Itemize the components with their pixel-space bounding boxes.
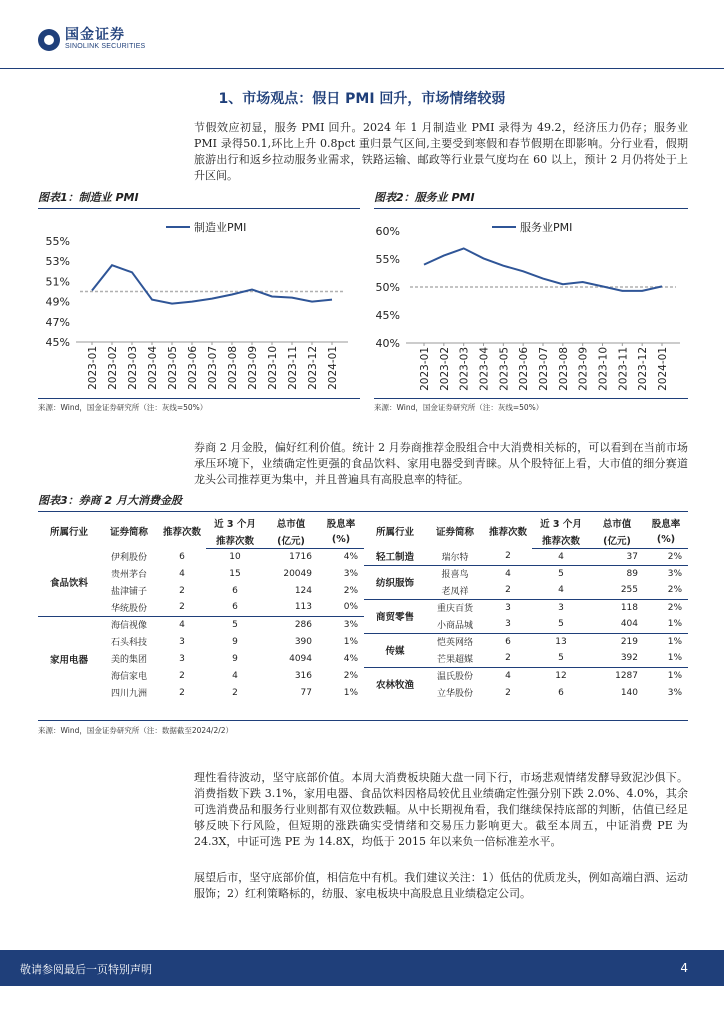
series-line [92,265,332,303]
dividend-yield-cell: 2% [343,585,358,596]
dividend-yield-cell: 3% [343,568,358,579]
stock-name-cell: 小商品城 [436,620,473,631]
market-cap-cell: 124 [294,585,312,596]
x-tick-label: 2023-02 [438,347,451,391]
chart-manufacturing-pmi [38,212,360,396]
recommend-count-cell: 3 [484,599,532,616]
stock-name-cell: 海信视像 [100,616,158,633]
y-tick-label: 45% [375,309,400,322]
recommend-3m-cell: 12 [532,667,590,684]
x-tick-label: 2023-07 [207,346,219,390]
table-row [38,582,688,599]
recommend-count-cell: 4 [158,616,206,633]
recommend-count-cell: 6 [179,551,185,562]
stock-name-cell: 海信家电 [110,672,147,682]
header-industry: 所属行业 [49,527,88,538]
x-tick-label: 2023-05 [167,346,179,390]
header-yield: 股息率 [651,519,681,530]
recommend-count-cell: 2 [179,602,185,613]
recommend-3m-cell: 5 [558,619,564,630]
recommend-count-cell: 6 [484,633,532,650]
dividend-yield-cell: 3% [644,565,688,582]
x-tick-label: 2023-08 [227,346,239,390]
market-cap-cell: 118 [590,599,644,616]
industry-cell: 纺织服饰 [364,565,426,599]
recommend-count-cell: 2 [505,551,511,562]
recommend-3m-cell: 13 [532,633,590,650]
section-title: 1、市场观点：假日 PMI 回升，市场情绪较弱 [218,91,506,107]
header-mktcap: 总市值 [276,519,306,530]
header-mktcap: 总市值 [602,519,632,530]
footer-disclaimer: 敬请参阅最后一页特别声明 [20,963,152,976]
table-header-row [38,514,688,532]
market-cap-cell: 286 [264,616,318,633]
x-tick-label: 2024-01 [657,347,669,391]
market-cap-cell: 113 [294,602,312,613]
industry-cell: 轻工制造 [375,552,414,564]
recommend-3m-cell: 4 [558,585,564,596]
table-row [38,667,688,684]
x-tick-label: 2023-06 [187,346,199,390]
x-tick-label: 2023-09 [577,347,590,391]
x-tick-label: 2023-12 [637,347,650,391]
market-cap-cell: 404 [620,619,638,630]
industry-cell: 农林牧渔 [364,667,426,701]
dividend-yield-cell: 2% [667,585,682,596]
logo-name-cn: 国金证券 [65,27,125,43]
recommend-count-cell: 2 [179,585,185,596]
stock-name-cell: 盐津铺子 [110,587,147,597]
x-tick-label: 2023-02 [107,346,119,390]
x-tick-label: 2024-01 [327,346,339,390]
recommend-3m-cell: 4 [558,551,564,562]
header-3m: 近 3 个月 [540,519,582,530]
stock-name-cell: 瑞尔特 [441,552,469,563]
industry-cell: 商贸零售 [364,599,426,633]
x-tick-label: 2023-03 [127,346,139,390]
recommend-count-cell: 3 [179,653,185,664]
y-tick-label: 45% [45,336,70,349]
recommend-count-cell: 2 [505,687,511,698]
table-row [38,684,688,701]
figure2-bottom-rule [374,398,688,399]
recommend-3m-cell: 3 [532,599,590,616]
header-count: 推荐次数 [488,527,527,538]
paragraph-market-view: 理性看待波动，坚守底部价值。本周大消费板块随大盘一同下行，市场悲观情绪发酵导致泥沙俱下。消费指数下跌 3.1%，家用电器、食品饮料因格局较优且业绩确定性强分别下跌 2.0%、4.0%，其余可选消费品和服务行业则都有双位数跌幅。从中长期视角看，我们继续保持底部的判断，估值已经足够反映下行风险，但短期的涨跌确实受情绪和交易压力影响更大。截至本周五，中证消费 PE 为 24.3X，中证可选 PE 为 14.8X，均低于 2015 年以来负一倍标准差水平。 [194,771,688,848]
recommend-count-cell: 3 [179,636,185,647]
x-tick-label: 2023-01 [419,347,431,391]
paragraph-outlook: 展望后市，坚守底部价值，相信危中有机。我们建议关注：1）低估的优质龙头，例如高端白酒、运动服饰；2）红利策略标的，纺服、家电板块中高股息且业绩稳定公司。 [194,871,688,900]
recommend-3m-cell: 5 [532,565,590,582]
x-tick-label: 2023-04 [147,346,159,390]
header-industry: 所属行业 [375,527,414,538]
y-tick-label: 60% [375,225,400,238]
stock-name-cell: 立华股份 [436,689,473,699]
market-cap-cell: 1287 [590,667,644,684]
recommend-3m-cell: 6 [232,585,238,596]
x-tick-label: 2023-11 [287,346,299,390]
stock-name-cell: 恺英网络 [426,633,484,650]
stock-name-cell: 报喜鸟 [426,565,484,582]
stock-name-cell: 四川九洲 [110,689,147,699]
market-cap-cell: 219 [590,633,644,650]
market-cap-cell: 37 [626,551,638,562]
market-cap-cell: 255 [620,585,638,596]
header-3m: 近 3 个月 [214,519,256,530]
dividend-yield-cell: 0% [343,602,358,613]
recommend-count-cell: 2 [179,670,185,681]
stock-name-cell: 老凤祥 [441,586,469,597]
table-row [38,548,688,565]
x-tick-label: 2023-09 [247,346,259,390]
x-tick-label: 2023-06 [518,347,531,391]
y-tick-label: 47% [45,315,70,329]
header-divider [0,68,724,69]
recommend-count-cell: 4 [484,667,532,684]
market-cap-cell: 20049 [283,568,312,579]
dividend-yield-cell: 1% [644,667,688,684]
y-tick-label: 51% [45,275,70,289]
x-tick-label: 2023-12 [307,346,319,390]
dividend-yield-cell: 1% [343,687,358,698]
recommend-3m-cell: 2 [232,687,238,698]
dividend-yield-cell: 2% [667,551,682,562]
header-yield: 股息率 [326,519,356,530]
recommend-count-cell: 3 [505,619,511,630]
dividend-yield-cell: 1% [343,636,358,647]
recommend-3m-cell: 6 [558,687,564,698]
recommend-3m-cell: 15 [229,568,241,579]
stocks-table [38,514,688,701]
market-cap-cell: 140 [620,687,638,698]
page-footer [0,950,724,986]
recommend-3m-cell: 9 [232,636,238,647]
y-tick-label: 55% [375,253,400,266]
stock-name-cell: 美的集团 [110,655,147,665]
dividend-yield-cell: 3% [318,616,364,633]
stock-name-cell: 温氏股份 [426,667,484,684]
x-tick-label: 2023-01 [87,346,99,390]
market-cap-cell: 390 [294,636,312,647]
page-number: 4 [680,961,688,975]
figure2-source: 来源：Wind，国金证券研究所（注：灰线=50%） [374,403,544,412]
dividend-yield-cell: 3% [667,687,682,698]
table-bottom-rule [38,720,688,721]
dividend-yield-cell: 4% [343,653,358,664]
x-tick-label: 2023-03 [458,347,471,391]
table-row [38,633,688,650]
logo-icon [38,29,60,51]
table-row [38,650,688,667]
figure1-source: 来源：Wind，国金证券研究所（注：灰线=50%） [38,403,208,412]
figure2-title: 图表2：服务业 PMI [374,189,688,209]
logo-name-en: SINOLINK SECURITIES [65,43,146,50]
market-cap-cell: 4094 [289,653,312,664]
recommend-count-cell: 2 [505,585,511,596]
market-cap-cell: 316 [294,670,312,681]
figure1-bottom-rule [38,398,360,399]
recommend-count-cell: 2 [179,687,185,698]
x-tick-label: 2023-04 [478,347,491,391]
recommend-3m-cell: 5 [206,616,264,633]
industry-cell: 食品饮料 [49,577,88,589]
header-yield-unit: (%) [644,532,688,548]
header-mktcap-unit: (亿元) [264,532,318,548]
table-row [38,565,688,582]
recommend-count-cell: 4 [484,565,532,582]
recommend-count-cell: 2 [505,653,511,664]
y-tick-label: 40% [375,337,400,350]
market-cap-cell: 89 [590,565,644,582]
dividend-yield-cell: 1% [667,653,682,664]
header-count: 推荐次数 [162,527,201,538]
dividend-yield-cell: 4% [343,551,358,562]
header-stock: 证券简称 [109,527,148,538]
header-mktcap-unit: (亿元) [590,532,644,548]
recommend-3m-cell: 10 [229,551,241,562]
recommend-3m-cell: 5 [558,653,564,664]
y-tick-label: 50% [375,281,400,294]
y-tick-label: 49% [45,295,70,309]
chart-services-pmi [374,212,688,396]
dividend-yield-cell: 1% [644,633,688,650]
x-tick-label: 2023-11 [617,347,630,391]
market-cap-cell: 77 [300,687,312,698]
dividend-yield-cell: 1% [667,619,682,630]
recommend-3m-cell: 4 [232,670,238,681]
legend-label: 服务业PMI [520,221,573,234]
y-tick-label: 55% [45,235,70,248]
stock-name-cell: 贵州茅台 [110,570,147,580]
figure1-title: 图表1：制造业 PMI [38,189,360,209]
legend-label: 制造业PMI [194,221,247,234]
paragraph-broker-picks: 券商 2 月金股，偏好红利价值。统计 2 月券商推荐金股组合中大消费相关标的，可以看到在当前市场承压环境下，业绩确定性更强的食品饮料、家用电器受到青睐。从个股特征上看，大市值的细分赛道龙头公司推荐更为集中，并且普遍具有高股息率的特征。 [194,441,688,486]
table-row [38,616,688,633]
recommend-3m-cell: 6 [232,602,238,613]
stock-name-cell: 重庆百货 [426,599,484,616]
recommend-3m-cell: 9 [232,653,238,664]
recommend-count-cell: 4 [179,568,185,579]
industry-cell: 传媒 [364,633,426,667]
y-tick-label: 53% [45,255,70,269]
header-yield-unit: (%) [318,532,364,548]
stock-name-cell: 石头科技 [110,638,147,648]
x-tick-label: 2023-10 [267,346,279,390]
header-3m-sub: 推荐次数 [206,532,264,548]
x-tick-label: 2023-07 [538,347,550,391]
x-tick-label: 2023-05 [498,347,511,391]
paragraph-pmi: 节假效应初显，服务 PMI 回升。2024 年 1 月制造业 PMI 录得为 49.2，经济压力仍存；服务业 PMI 录得50.1,环比上升 0.8pct 重归景气区间,主要受到寒假和春节假期在即影响。分行业看，假期旅游出行和返乡拉动服务业需求，铁路运输、邮政等行业景气度均在 60 以上，预计 2 月仍将处于上升区间。 [194,121,688,182]
header-stock: 证券简称 [435,527,474,538]
table-row [38,599,688,616]
dividend-yield-cell: 2% [343,670,358,681]
x-tick-label: 2023-08 [557,347,570,391]
stock-name-cell: 伊利股份 [110,553,147,563]
dividend-yield-cell: 2% [644,599,688,616]
stock-name-cell: 华统股份 [110,603,147,614]
stock-name-cell: 芒果超媒 [436,654,473,665]
table-title: 图表3：券商 2 月大消费金股 [38,492,688,512]
market-cap-cell: 392 [620,653,638,664]
table-source: 来源：Wind，国金证券研究所（注：数据截至2024/2/2） [38,726,234,735]
x-tick-label: 2023-10 [597,347,610,391]
market-cap-cell: 1716 [289,551,312,562]
series-line [424,248,662,291]
industry-cell: 家用电器 [38,616,100,701]
company-logo [38,28,145,51]
header-3m-sub: 推荐次数 [532,532,590,548]
